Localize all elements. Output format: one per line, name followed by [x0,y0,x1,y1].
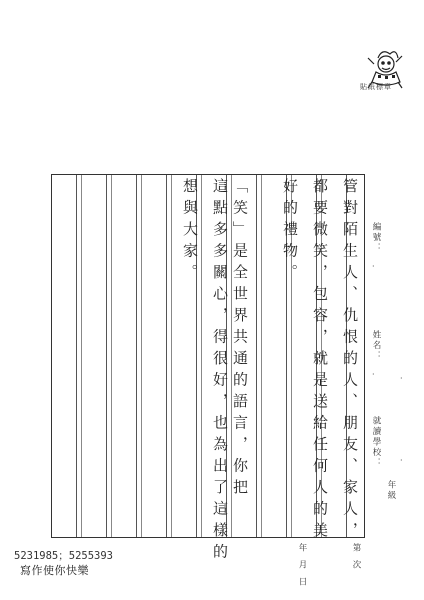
handwritten-column: 好的禮物。 [281,178,299,286]
dot: · [400,374,403,383]
date-label: 年 月 日 [297,543,307,586]
footer-slogan: 寫作使你快樂 [20,564,89,577]
times-label: 第 次 [351,543,361,569]
dot: · [372,262,375,271]
stamp-caption: 貼紙標章 [360,83,392,91]
handwritten-column: 「笑」是全世界共通的語言，你把 [231,178,249,501]
name-label: 姓名： [371,330,381,362]
grid-line [256,175,257,537]
grid-line [171,175,172,537]
grid-line [111,175,112,537]
handwritten-column: 想與大家。 [181,178,199,286]
dot: · [400,456,403,465]
grid-line [261,175,262,537]
grid-line [81,175,82,537]
grid-line [201,175,202,537]
grade-label: 年級 [386,480,396,501]
grid-line [76,175,77,537]
handwritten-column: 這點多多關心，得很好，也為出了這樣的 [211,178,229,565]
grid-line [106,175,107,537]
serial-label: 編號： [371,222,381,254]
dot: · [372,370,375,379]
grid-line [141,175,142,537]
grid-line [136,175,137,537]
handwritten-column: 管對陌生人、仇恨的人、朋友、家人， [341,178,359,544]
grid-line [166,175,167,537]
footer-phone-numbers: 5231985；5255393 [14,550,114,562]
school-label: 就讀學校： [371,416,381,469]
handwritten-column: 都要微笑，包容，就是送給任何人的美 [311,178,329,544]
